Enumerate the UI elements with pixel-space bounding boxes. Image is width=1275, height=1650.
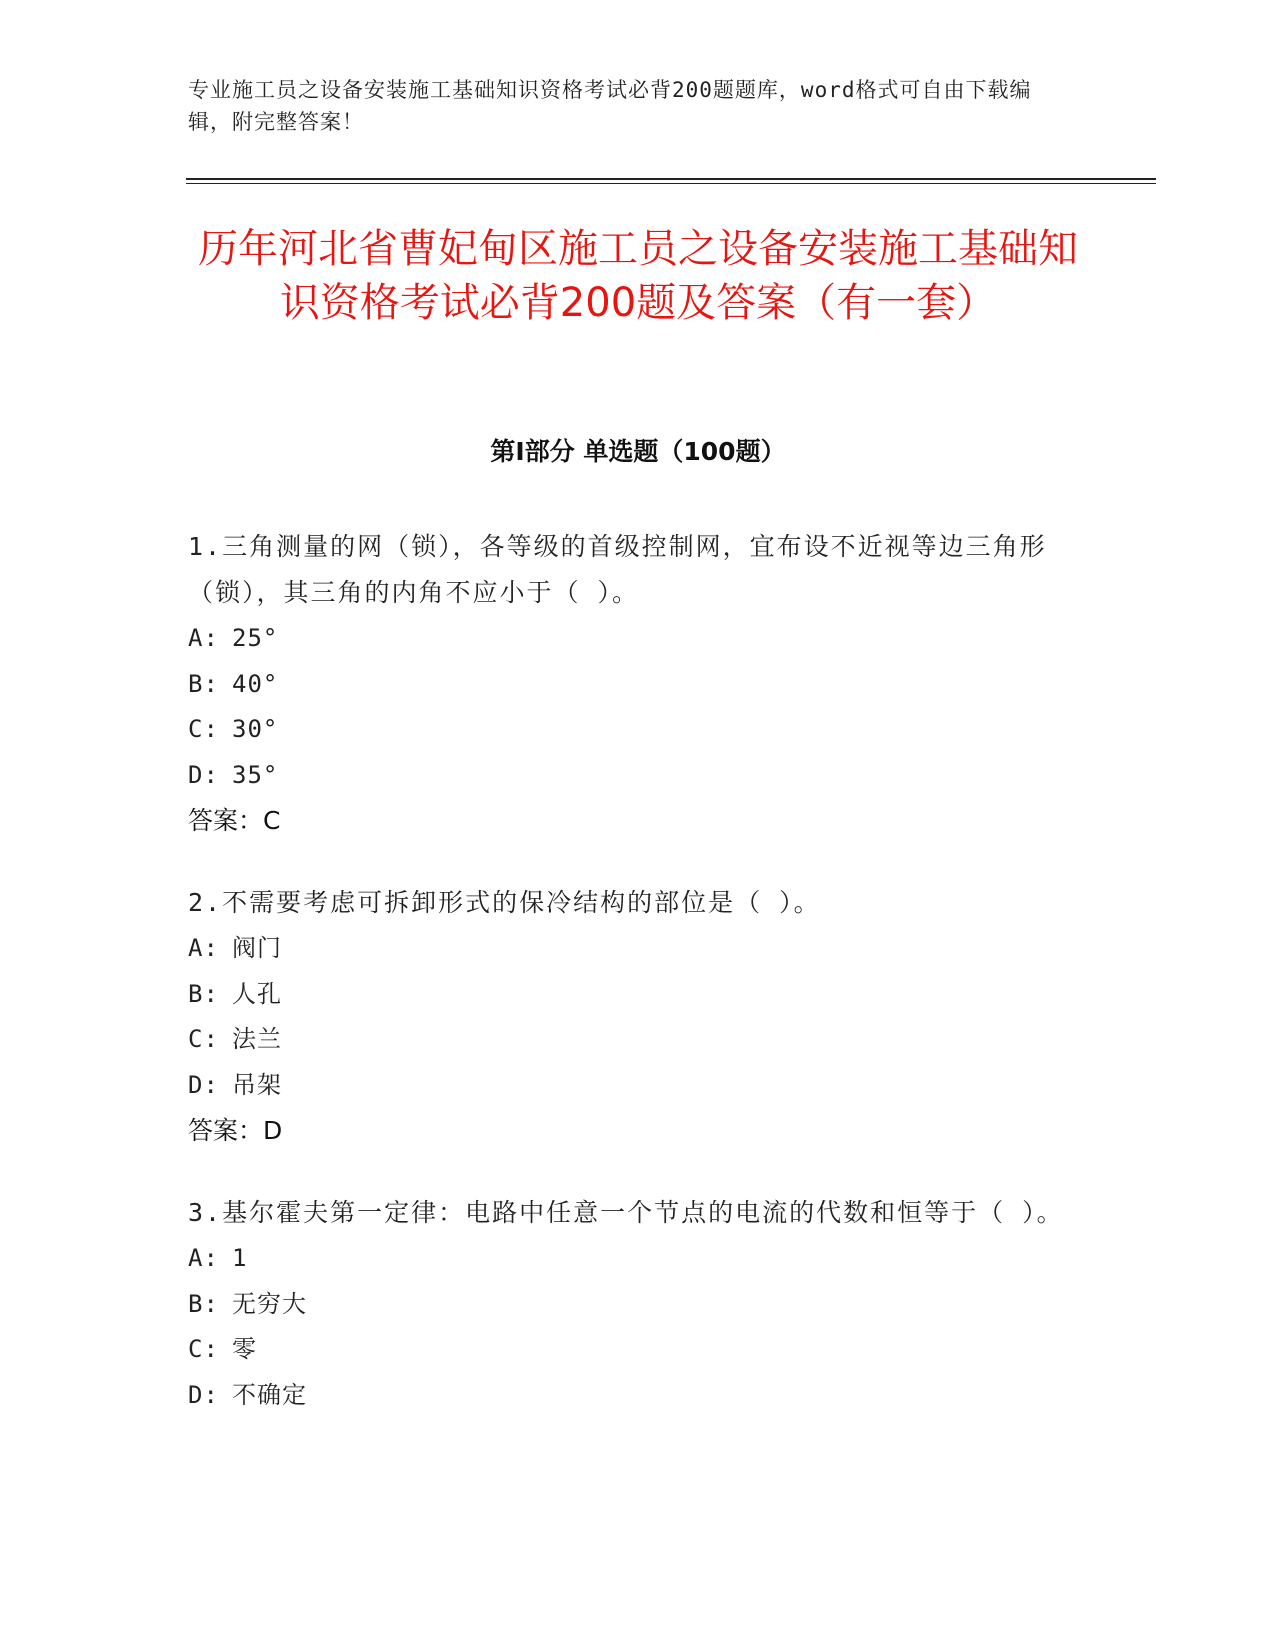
option-d <box>188 1063 1068 1109</box>
option-a <box>188 926 1068 972</box>
option-key: C: <box>188 1025 219 1053</box>
option-key: B: <box>188 979 219 1008</box>
section-heading: 第Ⅰ部分 单选题（100题） <box>490 437 786 466</box>
header-note: 专业施工员之设备安装施工基础知识资格考试必背200题题库，word格式可自由下载编辑，附完整答案！ <box>188 78 1032 134</box>
option-c <box>188 707 1068 753</box>
option-key: B: <box>188 1289 219 1318</box>
option-a <box>188 1236 1068 1282</box>
option-b <box>188 662 1068 708</box>
question-stem: 2.不需要考虑可拆卸形式的保冷结构的部位是（ ）。 <box>188 888 821 917</box>
option-c <box>188 1017 1068 1063</box>
option-b <box>188 972 1068 1018</box>
option-key: B: <box>188 669 219 698</box>
option-text: 不确定 <box>232 1380 307 1409</box>
option-key: C: <box>188 715 219 743</box>
option-text: 法兰 <box>232 1025 282 1053</box>
option-text: 阀门 <box>232 934 282 962</box>
option-text: 35° <box>232 760 279 789</box>
question-list <box>188 524 1068 1454</box>
option-key: D: <box>188 1380 219 1409</box>
option-key: A: <box>188 934 219 962</box>
option-text: 30° <box>232 715 279 743</box>
option-key: D: <box>188 760 219 789</box>
question-1 <box>188 524 1068 844</box>
answer: 答案：C <box>188 806 281 835</box>
option-text: 40° <box>232 669 279 698</box>
answer: 答案：D <box>188 1116 283 1145</box>
option-text: 25° <box>232 624 279 652</box>
option-text: 人孔 <box>232 979 282 1008</box>
option-d <box>188 753 1068 799</box>
document-title: 历年河北省曹妃甸区施工员之设备安装施工基础知识资格考试必背200题及答案（有一套） <box>198 226 1078 326</box>
option-key: D: <box>188 1070 219 1099</box>
option-key: C: <box>188 1335 219 1363</box>
option-text: 吊架 <box>232 1070 282 1099</box>
option-text: 无穷大 <box>232 1289 307 1318</box>
option-key: A: <box>188 1244 219 1272</box>
option-text: 零 <box>232 1335 257 1363</box>
header-divider-thin <box>186 183 1156 184</box>
question-2 <box>188 880 1068 1154</box>
option-c <box>188 1327 1068 1373</box>
header-divider-thick <box>186 178 1156 180</box>
question-3 <box>188 1190 1068 1418</box>
option-b <box>188 1282 1068 1328</box>
option-a <box>188 616 1068 662</box>
option-d <box>188 1373 1068 1419</box>
option-key: A: <box>188 624 219 652</box>
question-stem: 1.三角测量的网（锁），各等级的首级控制网，宜布设不近视等边三角形（锁），其三角的内角不应小于（ ）。 <box>188 532 1047 607</box>
option-text: 1 <box>232 1244 248 1272</box>
question-stem: 3.基尔霍夫第一定律：电路中任意一个节点的电流的代数和恒等于（ ）。 <box>188 1198 1064 1227</box>
